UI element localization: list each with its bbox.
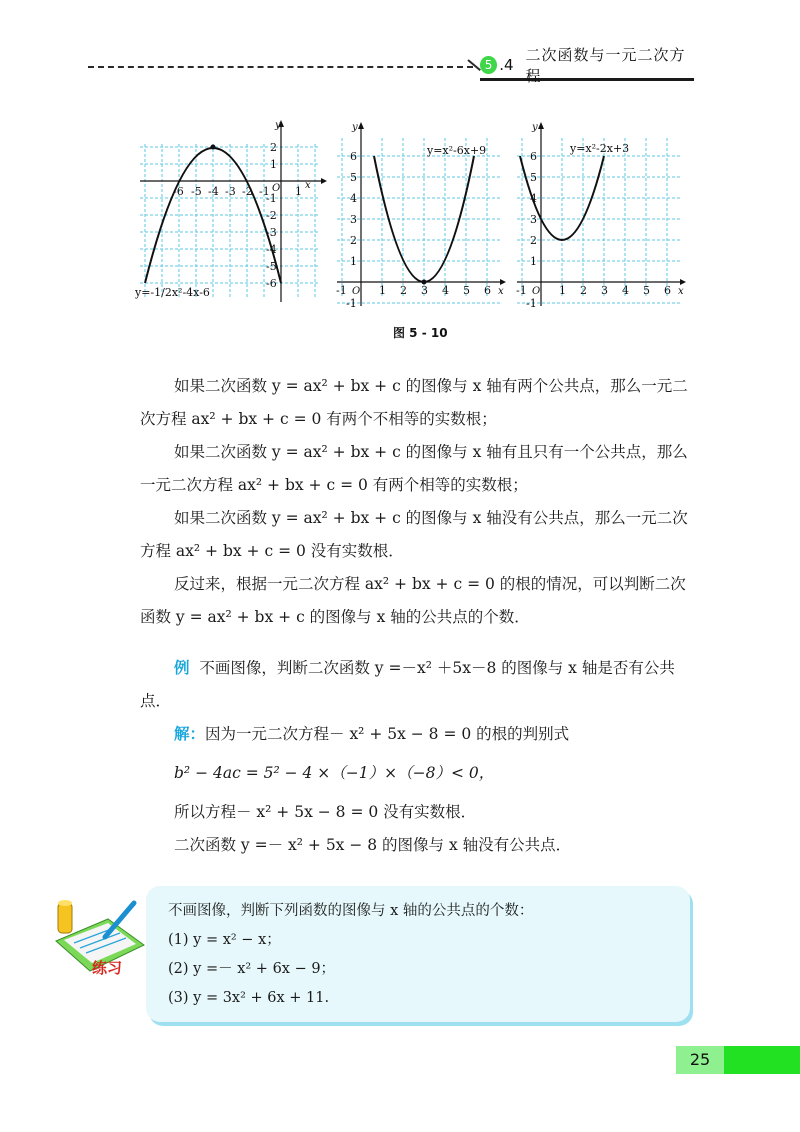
y-tick: -5 (266, 260, 277, 273)
x-tick: 1 (559, 284, 566, 297)
graph-2-x-arrow (500, 279, 506, 285)
paragraph-4: 反过来，根据一元二次方程 ax² + bx + c = 0 的根的情况，可以判断二次函数 y = ax² + bx + c 的图像与 x 轴的公共点的个数． (140, 575, 686, 626)
section-number-suffix: .4 (499, 56, 514, 74)
x-tick: 5 (463, 284, 470, 297)
x-tick: 2 (400, 284, 407, 297)
y-tick: 5 (350, 171, 357, 184)
practice-item-3: (3) y = 3x² + 6x + 11. (168, 990, 330, 1006)
x-tick: -3 (225, 185, 236, 198)
graph-3-y-ticks (526, 150, 537, 308)
practice-item-1: (1) y = x² − x； (168, 932, 281, 948)
graph-1-vertex (211, 145, 216, 150)
y-tick: -1 (346, 297, 357, 308)
graph-3 (512, 118, 692, 308)
paragraph-3: 如果二次函数 y = ax² + bx + c 的图像与 x 轴没有公共点，那么一元二次方程 ax² + bx + c = 0 没有实数根． (140, 509, 688, 560)
solution-text-1: 因为一元二次方程－ x² + 5x − 8 = 0 的根的判别式 (205, 725, 570, 743)
page-bar-dark (724, 1046, 800, 1074)
graph-1-grid (140, 144, 320, 298)
solution-line-1 (140, 718, 700, 751)
practice-content (168, 897, 678, 1013)
solution-text-3: 所以方程－ x² + 5x − 8 = 0 没有实数根． (174, 803, 477, 821)
x-tick: -4 (208, 185, 219, 198)
x-tick: -2 (242, 185, 253, 198)
y-tick: 2 (350, 234, 357, 247)
graph-2-vertex (422, 280, 427, 285)
section-number-badge: 5 (480, 56, 497, 74)
y-tick: -3 (266, 226, 277, 239)
x-tick: 4 (622, 284, 629, 297)
y-tick: -4 (266, 243, 277, 256)
y-tick: -1 (526, 297, 537, 308)
y-tick: -1 (266, 192, 277, 205)
example-label: 例 (174, 659, 190, 677)
figure-caption: 图 5 - 10 (393, 326, 448, 340)
example-question: 不画图像，判断二次函数 y =－x² ＋5x－8 的图像与 x 轴是否有公共点． (140, 659, 675, 710)
page-number: 25 (689, 1050, 711, 1069)
graph-2-x-label: x (498, 286, 504, 297)
x-tick: 5 (643, 284, 650, 297)
x-tick: 4 (442, 284, 449, 297)
x-tick: 6 (484, 284, 491, 297)
x-tick-origin: O (532, 286, 541, 297)
graph-1-x-label: x (305, 180, 311, 191)
x-tick: 3 (601, 284, 608, 297)
header-dashed-rule (88, 66, 473, 68)
x-tick: -1 (336, 284, 347, 297)
y-tick: 6 (350, 150, 357, 163)
x-tick: -1 (516, 284, 527, 297)
graph-3-equation: y=x²-2x+3 (570, 142, 630, 155)
y-tick: 5 (530, 171, 537, 184)
solution-line-2 (140, 757, 700, 790)
x-tick: 2 (580, 284, 587, 297)
graph-2-y-arrow (358, 122, 364, 129)
graph-1-x-arrow (321, 178, 327, 184)
solution-text-4: 二次函数 y =－ x² + 5x − 8 的图像与 x 轴没有公共点． (174, 836, 572, 854)
practice-notebook-icon (50, 893, 150, 985)
graph-1 (135, 118, 330, 308)
y-tick: 1 (530, 255, 537, 268)
paragraph-2: 如果二次函数 y = ax² + bx + c 的图像与 x 轴有且只有一个公共点，那么一元二次方程 ax² + bx + c = 0 有两个相等的实数根； (140, 443, 688, 494)
x-tick: 1 (295, 185, 302, 198)
y-tick: 3 (350, 213, 357, 226)
solution-line-4 (140, 829, 700, 862)
y-tick: 2 (530, 234, 537, 247)
practice-label: 练习 (92, 959, 123, 977)
x-tick: -5 (191, 185, 202, 198)
body-text (140, 370, 700, 634)
y-tick: 4 (530, 192, 537, 205)
graph-1-y-ticks (266, 141, 277, 290)
y-tick: 2 (270, 141, 277, 154)
graph-1-x-ticks (173, 183, 302, 198)
graph-3-x-label: x (678, 286, 684, 297)
practice-item-2: (2) y =－ x² + 6x − 9； (168, 961, 336, 977)
y-tick: 6 (530, 150, 537, 163)
solution-label: 解： (174, 725, 206, 743)
example-question-line (140, 652, 700, 718)
practice-intro: 不画图像，判断下列函数的图像与 x 轴的公共点的个数： (168, 903, 534, 919)
graph-1-equation: y=-1/2x²-4x-6 (135, 286, 210, 299)
x-tick-origin: O (272, 183, 281, 194)
x-tick-origin: O (352, 286, 361, 297)
x-tick: 1 (379, 284, 386, 297)
y-tick: 1 (350, 255, 357, 268)
graph-2-equation: y=x²-6x+9 (427, 144, 487, 157)
x-tick: -1 (259, 185, 270, 198)
y-tick: 1 (270, 158, 277, 171)
graph-2-grid (337, 138, 502, 303)
solution-text-2: b² − 4ac = 5² − 4 ×（−1）×（−8）< 0， (174, 764, 495, 782)
section-header (480, 46, 694, 85)
y-tick: 4 (350, 192, 357, 205)
graph-3-y-label: y (532, 122, 538, 133)
graph-3-x-ticks (516, 284, 671, 297)
graph-3-x-arrow (680, 279, 686, 285)
y-tick: -2 (266, 209, 277, 222)
section-title: 二次函数与一元二次方程 (525, 46, 686, 85)
x-tick: 3 (421, 284, 428, 297)
paragraph-1: 如果二次函数 y = ax² + bx + c 的图像与 x 轴有两个公共点，那么一元二次方程 ax² + bx + c = 0 有两个不相等的实数根； (140, 377, 688, 428)
x-tick: -6 (173, 185, 184, 198)
graph-3-y-arrow (538, 122, 544, 129)
graph-2-y-label: y (352, 122, 358, 133)
graph-2 (332, 118, 512, 308)
example-block (140, 652, 700, 862)
y-tick: 3 (530, 213, 537, 226)
y-tick: -6 (266, 277, 277, 290)
graph-1-y-label: y (275, 120, 281, 131)
solution-line-3 (140, 796, 700, 829)
x-tick: 6 (664, 284, 671, 297)
graph-2-y-ticks (346, 150, 357, 308)
graph-2-x-ticks (336, 284, 491, 297)
